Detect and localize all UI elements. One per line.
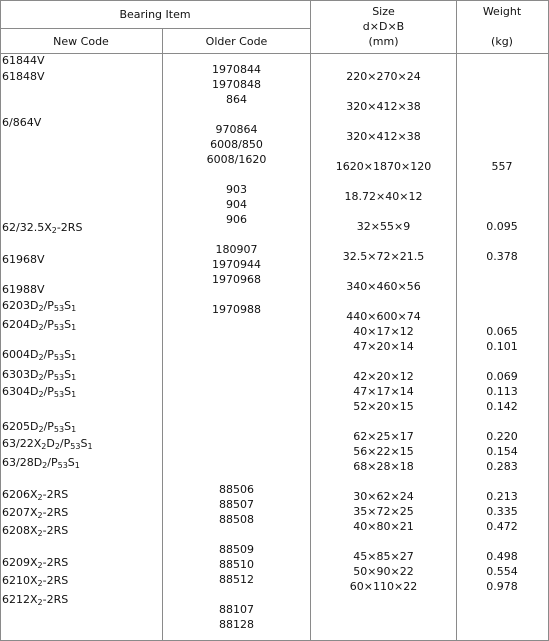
new-code-cell: $6206X_2-2RS$ [2, 488, 69, 502]
weight-cell: 557 [491, 160, 513, 173]
header-size-unit: (mm) [368, 35, 399, 48]
new-code-cell: $6004D_2/P_{53}S_1$ [2, 348, 77, 362]
older-code-cell: 88509 [219, 543, 254, 556]
older-code-cell: 1970848 [212, 78, 261, 91]
size-cell: 320×412×38 [346, 100, 421, 113]
new-code-cell: $62/32.5X_2-2RS$ [2, 221, 83, 235]
size-cell: 30×62×24 [353, 490, 414, 503]
weight-cell: 0.220 [486, 430, 518, 443]
size-cell: 340×460×56 [346, 280, 421, 293]
older-code-cell: 1970944 [212, 258, 261, 271]
size-cell: 220×270×24 [346, 70, 421, 83]
size-cell: 45×85×27 [353, 550, 414, 563]
size-cell: 47×17×14 [353, 385, 414, 398]
new-code-cell: $6212X_2-2RS$ [2, 593, 69, 607]
new-code-cell: $6205D_2/P_{53}S_1$ [2, 420, 77, 434]
header-weight: Weight [482, 5, 522, 18]
header-divider-bearing [0, 28, 310, 29]
new-code-cell: 61844V [2, 54, 45, 67]
header-older-code: Older Code [205, 35, 268, 48]
weight-cell: 0.154 [486, 445, 518, 458]
size-cell: 52×20×15 [353, 400, 414, 413]
new-code-cell: 61988V [2, 283, 45, 296]
older-code-cell: 6008/850 [210, 138, 263, 151]
header-bottom-line [0, 53, 549, 54]
weight-cell: 0.069 [486, 370, 518, 383]
weight-cell: 0.095 [486, 220, 518, 233]
older-code-cell: 6008/1620 [206, 153, 267, 166]
size-cell: 18.72×40×12 [344, 190, 423, 203]
older-code-cell: 1970988 [212, 303, 261, 316]
new-code-cell: $6209X_2-2RS$ [2, 556, 69, 570]
new-code-cell: 61968V [2, 253, 45, 266]
older-code-cell: 1970844 [212, 63, 261, 76]
new-code-cell: $6204D_2/P_{53}S_1$ [2, 318, 77, 332]
size-cell: 35×72×25 [353, 505, 414, 518]
older-code-cell: 903 [226, 183, 247, 196]
new-code-cell: 6/864V [2, 116, 42, 129]
weight-cell: 0.213 [486, 490, 518, 503]
size-cell: 47×20×14 [353, 340, 414, 353]
weight-cell: 0.554 [486, 565, 518, 578]
header-bearing-item: Bearing Item [119, 8, 191, 21]
older-code-cell: 970864 [215, 123, 258, 136]
older-code-cell: 1970968 [212, 273, 261, 286]
new-code-cell: $6208X_2-2RS$ [2, 524, 69, 538]
weight-cell: 0.335 [486, 505, 518, 518]
new-code-cell: $63/22X_2D_2/P_{53}S_1$ [2, 437, 93, 451]
older-code-cell: 88512 [219, 573, 254, 586]
new-code-cell: $6203D_2/P_{53}S_1$ [2, 299, 77, 313]
size-cell: 68×28×18 [353, 460, 414, 473]
older-code-cell: 88107 [219, 603, 254, 616]
header-size-dims: d×D×B [362, 20, 405, 33]
older-code-cell: 906 [226, 213, 247, 226]
size-cell: 320×412×38 [346, 130, 421, 143]
new-code-cell: $6304D_2/P_{53}S_1$ [2, 385, 77, 399]
size-cell: 60×110×22 [349, 580, 418, 593]
weight-cell: 0.283 [486, 460, 518, 473]
new-code-cell: $6207X_2-2RS$ [2, 506, 69, 520]
size-cell: 62×25×17 [353, 430, 414, 443]
header-weight-unit: (kg) [491, 35, 513, 48]
older-code-cell: 864 [226, 93, 247, 106]
size-cell: 56×22×15 [353, 445, 414, 458]
size-cell: 50×90×22 [353, 565, 414, 578]
weight-cell: 0.113 [486, 385, 518, 398]
header-size: Size [372, 5, 395, 18]
weight-cell: 0.142 [486, 400, 518, 413]
new-code-cell: $63/28D_2/P_{53}S_1$ [2, 456, 80, 470]
size-cell: 440×600×74 [346, 310, 421, 323]
older-code-cell: 904 [226, 198, 247, 211]
size-cell: 40×80×21 [353, 520, 414, 533]
older-code-cell: 88510 [219, 558, 254, 571]
weight-cell: 0.065 [486, 325, 518, 338]
weight-cell: 0.472 [486, 520, 518, 533]
new-code-cell: $6210X_2-2RS$ [2, 574, 69, 588]
size-cell: 32.5×72×21.5 [342, 250, 425, 263]
header-new-code: New Code [53, 35, 109, 48]
older-code-cell: 88508 [219, 513, 254, 526]
size-cell: 1620×1870×120 [335, 160, 432, 173]
size-cell: 40×17×12 [353, 325, 414, 338]
older-code-cell: 88128 [219, 618, 254, 631]
new-code-cell: $6303D_2/P_{53}S_1$ [2, 368, 77, 382]
older-code-cell: 88506 [219, 483, 254, 496]
weight-cell: 0.498 [486, 550, 518, 563]
older-code-cell: 88507 [219, 498, 254, 511]
weight-cell: 0.978 [486, 580, 518, 593]
new-code-cell: 61848V [2, 70, 45, 83]
weight-cell: 0.101 [486, 340, 518, 353]
size-cell: 42×20×12 [353, 370, 414, 383]
column-divider-size-weight [456, 0, 457, 641]
weight-cell: 0.378 [486, 250, 518, 263]
older-code-cell: 180907 [215, 243, 258, 256]
size-cell: 32×55×9 [356, 220, 411, 233]
